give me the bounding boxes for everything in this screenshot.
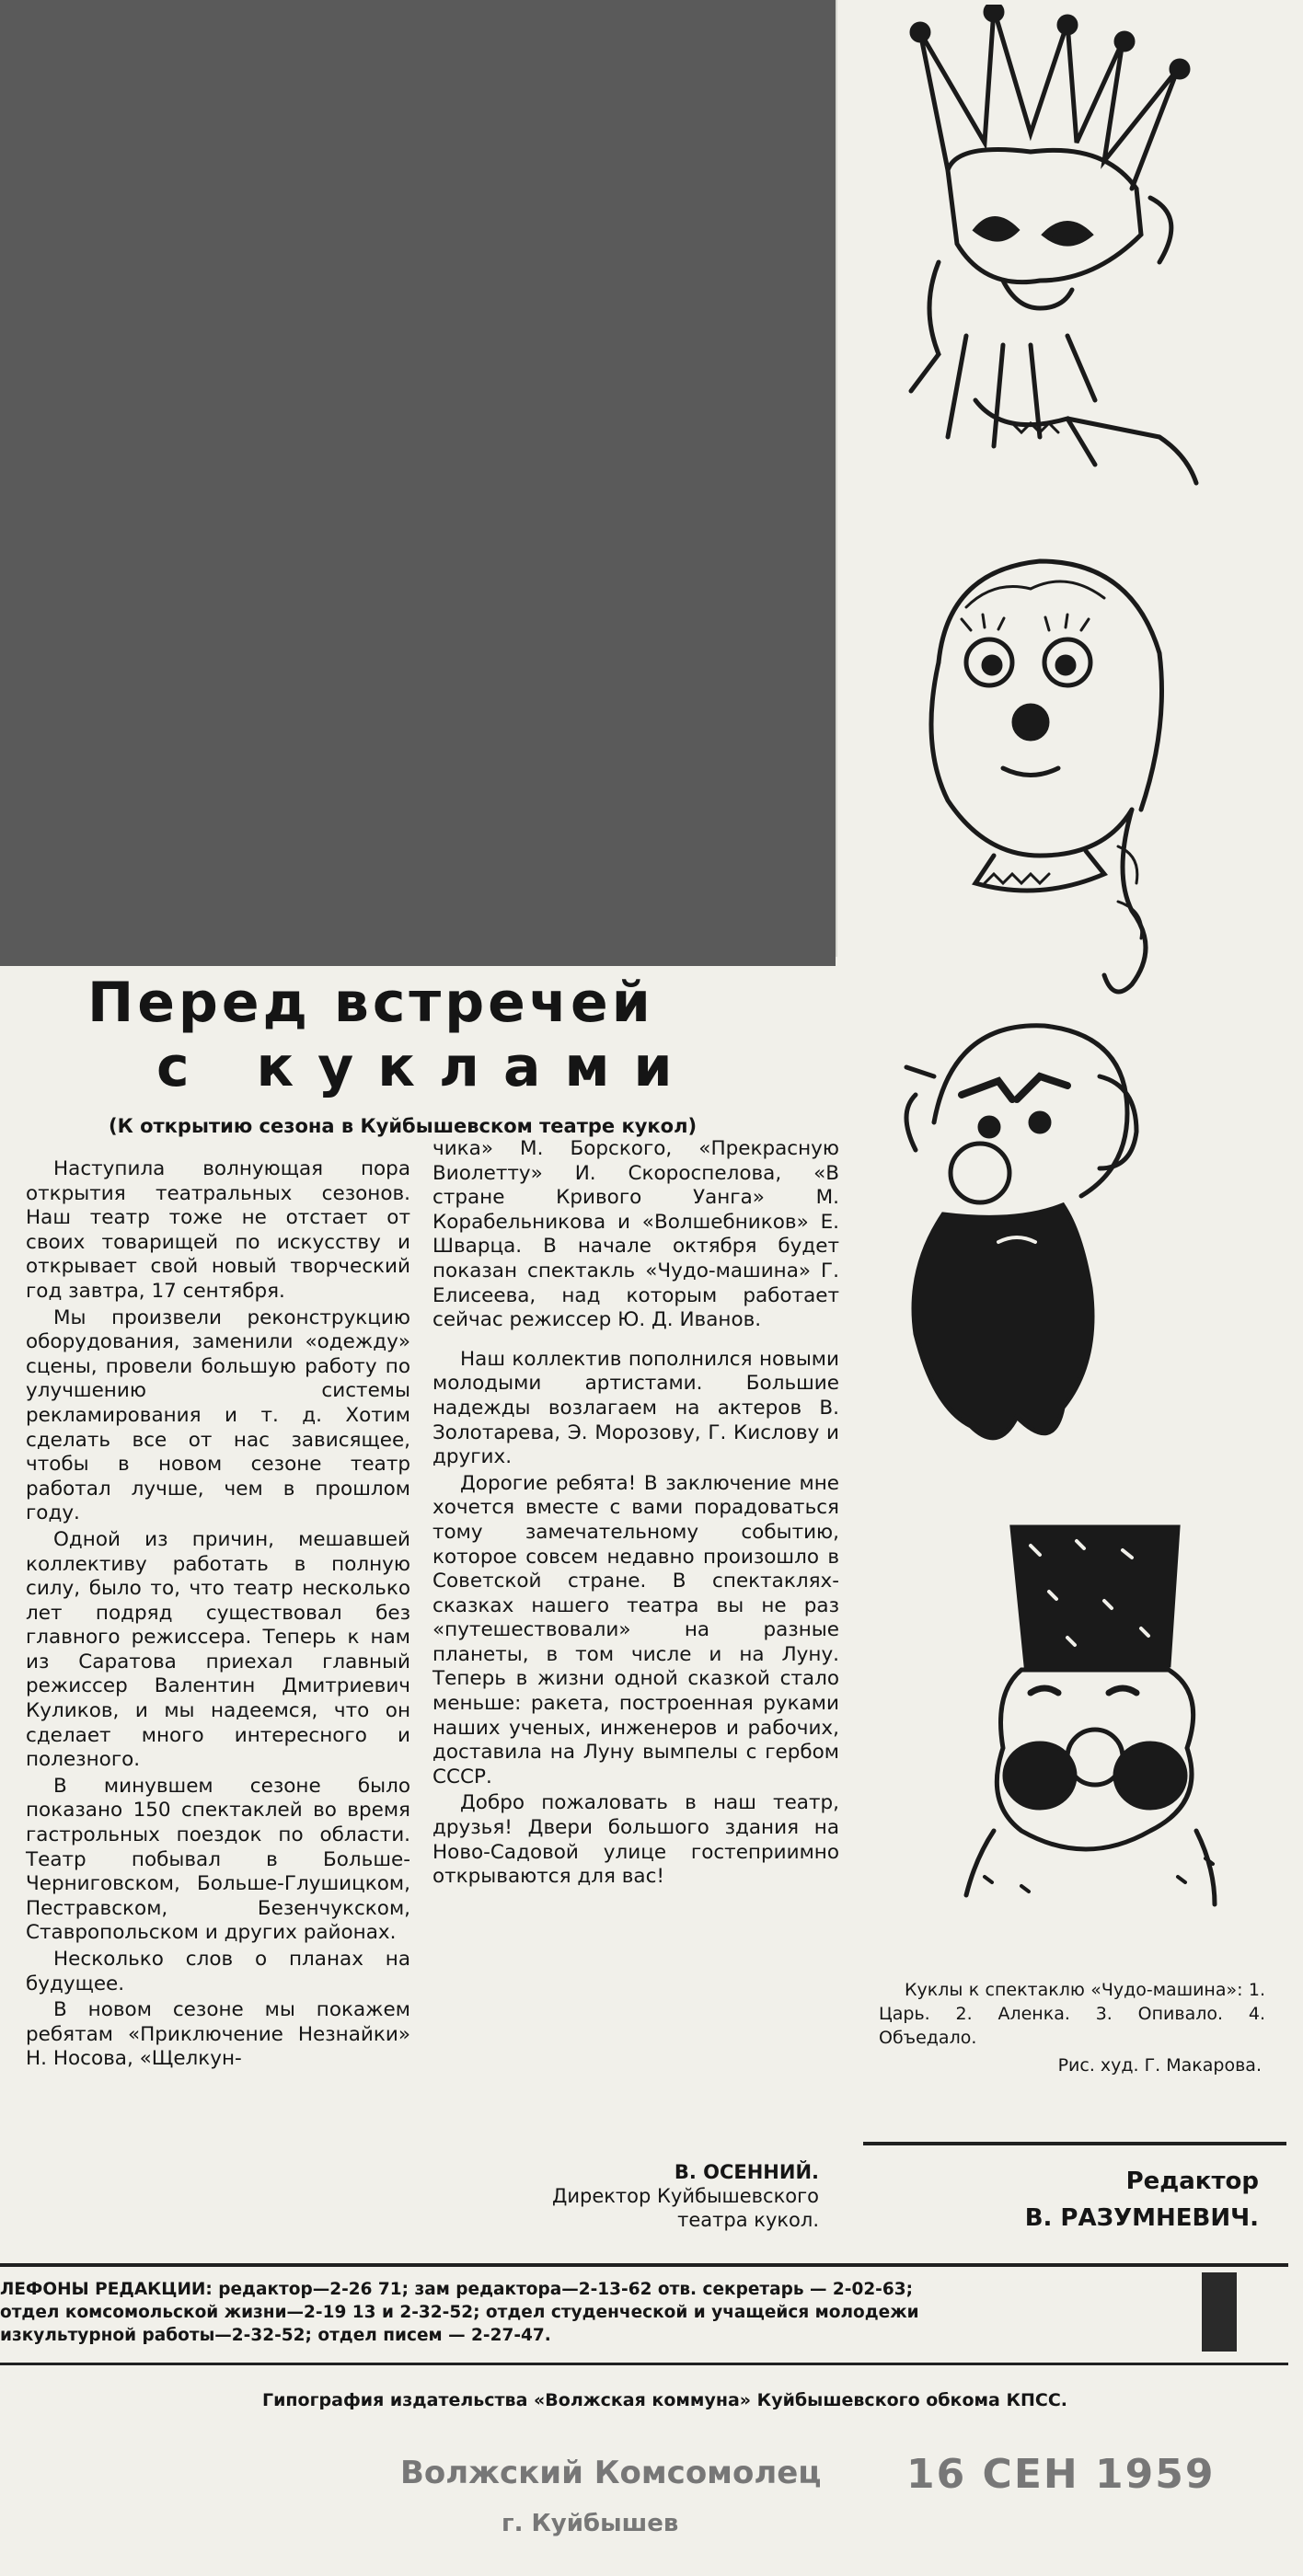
editor-name: В. РАЗУМНЕВИЧ. xyxy=(1024,2204,1259,2232)
paragraph: Мы произвели реконструкцию оборудования, заменили «одежду» сцены, провели большую работу по улучшению системы рекламирования и т. д. Хотим сделать все от нас зависящее, чтобы в новом сезоне театр работал лучше, чем в прошлом году. xyxy=(26,1305,410,1525)
editor-label: Редактор xyxy=(1125,2168,1259,2195)
ink-block xyxy=(1202,2272,1237,2352)
author-title: театра кукол. xyxy=(677,2209,819,2231)
paragraph: В минувшем сезоне было показано 150 спектаклей во время гастрольных поездок по области. Театр побывал в Больше-Черниговском, Больше-Глушицком, Пестравском, Безенчукском, Ставропольском и других районах. xyxy=(26,1774,410,1945)
footer-rule-top xyxy=(0,2263,1288,2267)
tsar-drawing xyxy=(883,5,1224,488)
subtitle: (К открытию сезона в Куйбышевском театре кукол) xyxy=(109,1115,698,1137)
phones-line: отдел комсомольской жизни—2-19 13 и 2-32-52; отдел студенческой и учащейся молодежи xyxy=(0,2303,919,2322)
phones-line: изкультурной работы—2-32-52; отдел писем — 2-27-47. xyxy=(0,2326,551,2345)
author-name: В. ОСЕННИЙ. xyxy=(674,2161,819,2183)
author-title: Директор Куйбышевского xyxy=(551,2185,819,2207)
headline-line1: Перед встречей xyxy=(87,971,654,1035)
paragraph: Наступила волнующая пора открытия театральных сезонов. Наш театр тоже не отстает от своих товарищей по искусству и открывает свой новый творческий год завтра, 17 сентября. xyxy=(26,1157,410,1303)
paragraph: Добро пожаловать в наш театр, друзья! Двери большого здания на Ново-Садовой улице гостеприимно открываются для вас! xyxy=(432,1791,839,1889)
imprint: Гипография издательства «Волжская коммуна» Куйбышевского обкома КПСС. xyxy=(262,2390,1068,2410)
illustration-caption xyxy=(879,1978,1265,2077)
editorial-phones xyxy=(0,2278,919,2347)
paragraph: Одной из причин, мешавшей коллективу работать в полную силу, было то, что театр несколько лет подряд существовал без главного режиссера. Теперь к нам из Саратова приехал главный режиссер Валентин Дмитриевич Куликов, и мы надеемся, что он сделает много интересного и полезного. xyxy=(26,1527,410,1772)
opivalo-drawing xyxy=(879,1012,1155,1564)
paragraph: Дорогие ребята! В заключение мне хочется вместе с вами порадоваться тому замечательному событию, которое совсем недавно произошло в Советской стране. В спектаклях-сказках нашего театра вы не раз «путешествовали» на разные планеты, в том числе и на Луну. Теперь в жизни одной сказкой стало меньше: ракета, построенная руками наших ученых, инженеров и рабочих, доставила на Луну вымпелы с гербом СССР. xyxy=(432,1471,839,1788)
signature xyxy=(432,2160,819,2232)
stamp-paper-name: Волжский Комсомолец xyxy=(400,2455,822,2491)
article-column-1 xyxy=(26,1157,410,2072)
headline-line2: с куклами xyxy=(156,1035,697,1099)
paragraph: чика» М. Борского, «Прекрасную Виолетту» И. Скороспелова, «В стране Кривого Уанга» М. Корабельникова и «Волшебников» Е. Шварца. В начале октября будет показан спектакль «Чудо-машина» Г. Елисеева, над которым работает сейчас режиссер Ю. Д. Иванов. xyxy=(432,1137,839,1332)
paragraph: Несколько слов о планах на будущее. xyxy=(26,1948,410,1995)
article-column-2 xyxy=(432,1137,839,1890)
footer-rule-bottom xyxy=(0,2363,1288,2365)
caption-credit: Рис. худ. Г. Макарова. xyxy=(1057,2055,1262,2076)
alenka-drawing xyxy=(883,543,1187,1003)
caption-text: Куклы к спектаклю «Чудо-машина»: 1. Царь. 2. Аленка. 3. Опивало. 4. Объедало. xyxy=(879,1980,1265,2048)
editor-rule xyxy=(863,2142,1286,2145)
paragraph: Наш коллектив пополнился новыми молодыми артистами. Большие надежды возлагаем на актеров В. Золотарева, Э. Морозову, Г. Кислову и других. xyxy=(432,1347,839,1469)
stamp-date: 16 СЕН 1959 xyxy=(906,2451,1216,2498)
paragraph: В новом сезоне мы покажем ребятам «Приключение Незнайки» Н. Носова, «Щелкун- xyxy=(26,1998,410,2071)
stamp-city: г. Куйбышев xyxy=(502,2510,679,2537)
phones-line: ЛЕФОНЫ РЕДАКЦИИ: редактор—2-26 71; зам редактора—2-13-62 отв. секретарь — 2-02-63; xyxy=(0,2280,914,2299)
obedalo-drawing xyxy=(939,1509,1233,1914)
